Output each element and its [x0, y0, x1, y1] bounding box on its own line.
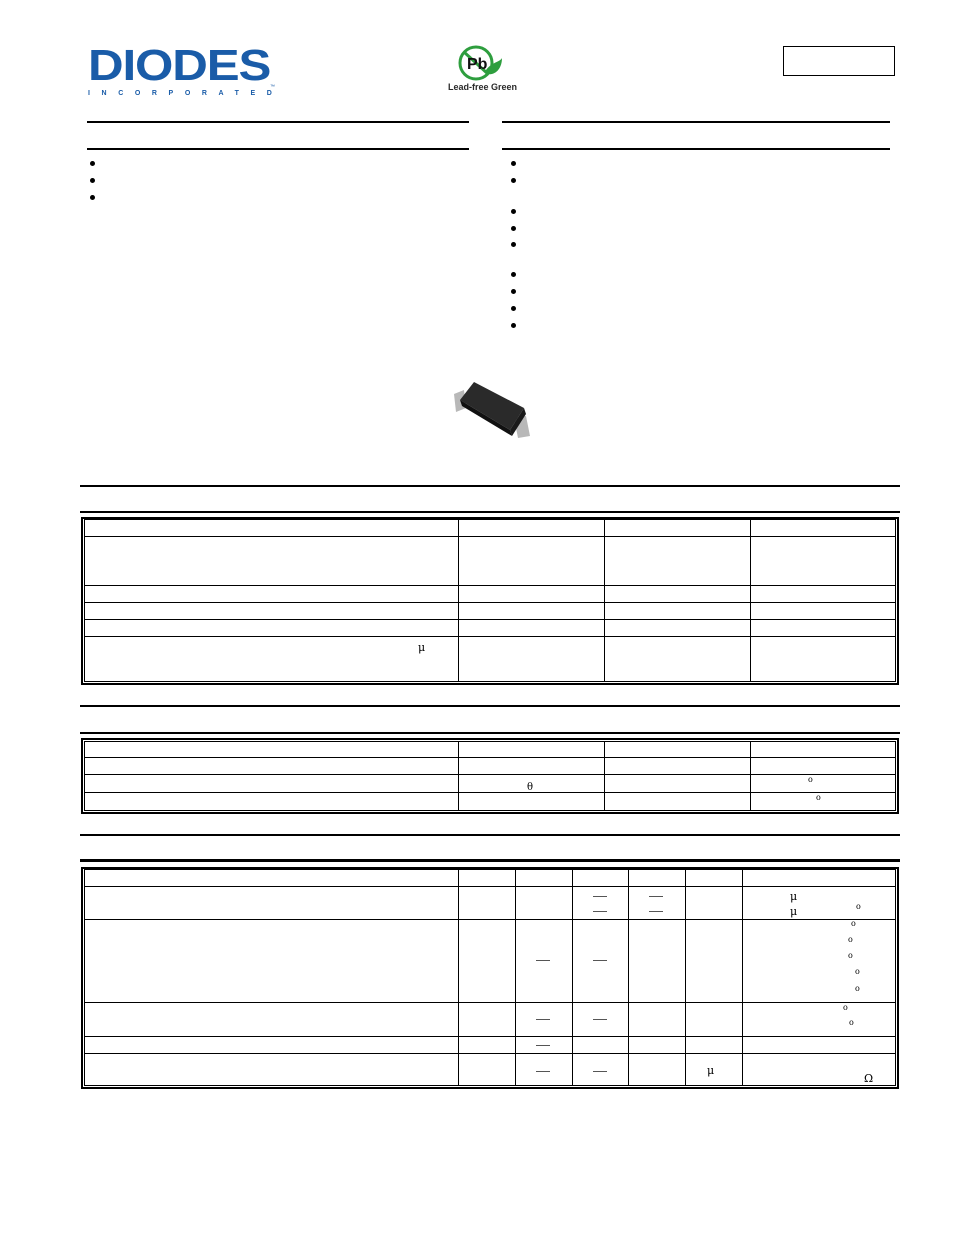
table-col-line [742, 869, 743, 1086]
mu-symbol: μ [790, 905, 798, 918]
mu-symbol: μ [790, 890, 798, 903]
electrical-bottom-rule [80, 859, 900, 862]
table-row-line [84, 636, 896, 637]
table-inner-bottom [84, 1085, 896, 1086]
table-col-line [750, 741, 751, 811]
features-bullet [90, 178, 95, 183]
table-col-line [572, 869, 573, 1086]
degree-symbol: o [855, 967, 860, 976]
mechanical-bullet [511, 272, 516, 277]
package-photo [446, 378, 536, 444]
degree-symbol: o [856, 902, 861, 911]
dash-mark [649, 911, 663, 912]
degree-symbol: o [808, 775, 813, 784]
thermal-bottom-rule [80, 732, 900, 734]
table-col-line [84, 519, 85, 682]
dash-mark [536, 1071, 550, 1072]
table-col-line [604, 519, 605, 682]
table-row-line [84, 1036, 896, 1037]
mechanical-bullet [511, 242, 516, 247]
dash-mark [649, 896, 663, 897]
mechanical-bullet [511, 323, 516, 328]
dash-mark [593, 1071, 607, 1072]
theta-symbol: θ [527, 782, 534, 793]
table-inner-top [84, 519, 896, 520]
table-col-line [895, 519, 896, 682]
table-col-line [628, 869, 629, 1086]
table-row-line [84, 619, 896, 620]
table-row-line [84, 585, 896, 586]
features-bottom-rule [87, 148, 469, 150]
table-inner-bottom [84, 810, 896, 811]
dash-mark [593, 1019, 607, 1020]
table-col-line [895, 869, 896, 1086]
max-ratings-table [81, 517, 899, 685]
dash-mark [536, 1045, 550, 1046]
table-inner-top [84, 869, 896, 870]
table-inner-bottom [84, 681, 896, 682]
mechanical-bullet [511, 226, 516, 231]
max-ratings-top-rule [80, 485, 900, 487]
table-col-line [515, 869, 516, 1086]
table-col-line [84, 869, 85, 1086]
degree-symbol: o [851, 919, 856, 928]
table-col-line [458, 741, 459, 811]
features-bullet [90, 195, 95, 200]
table-row-line [84, 886, 896, 887]
features-top-rule [87, 121, 469, 123]
table-inner-top [84, 741, 896, 742]
electrical-top-rule [80, 834, 900, 836]
table-col-line [84, 741, 85, 811]
dash-mark [593, 896, 607, 897]
table-row-line [84, 1053, 896, 1054]
company-logo-subtitle: INCORPORATED [88, 90, 284, 97]
table-col-line [685, 869, 686, 1086]
degree-symbol: o [849, 1018, 854, 1027]
dash-mark [536, 1019, 550, 1020]
mu-symbol: μ [418, 641, 426, 654]
mechanical-bullet [511, 306, 516, 311]
max-ratings-bottom-rule [80, 511, 900, 513]
table-col-line [895, 741, 896, 811]
dash-mark [593, 911, 607, 912]
thermal-table [81, 738, 899, 814]
table-row-line [84, 792, 896, 793]
table-row-line [84, 602, 896, 603]
mechanical-bullet [511, 161, 516, 166]
mu-symbol: μ [707, 1064, 715, 1077]
mechanical-bottom-rule [502, 148, 890, 150]
degree-symbol: o [848, 951, 853, 960]
thermal-top-rule [80, 705, 900, 707]
table-col-line [458, 869, 459, 1086]
lead-free-green-icon [456, 44, 506, 84]
table-col-line [750, 519, 751, 682]
omega-symbol: Ω [864, 1072, 874, 1085]
table-row-line [84, 1002, 896, 1003]
features-bullet [90, 161, 95, 166]
table-row-line [84, 919, 896, 920]
leadfree-badge-text: Pb [467, 56, 488, 73]
lead-free-label: Lead-free Green [448, 82, 518, 92]
dash-mark [593, 960, 607, 961]
table-col-line [604, 741, 605, 811]
table-row-line [84, 774, 896, 775]
mechanical-top-rule [502, 121, 890, 123]
degree-symbol: o [855, 984, 860, 993]
degree-symbol: o [816, 793, 821, 802]
trademark-mark: ™ [270, 84, 275, 90]
degree-symbol: o [843, 1003, 848, 1012]
table-col-line [458, 519, 459, 682]
table-row-line [84, 757, 896, 758]
part-number-box [783, 46, 895, 76]
mechanical-bullet [511, 178, 516, 183]
electrical-table [81, 867, 899, 1089]
degree-symbol: o [848, 935, 853, 944]
company-logo: DIODES [88, 41, 271, 90]
mechanical-bullet [511, 289, 516, 294]
dash-mark [536, 960, 550, 961]
table-row-line [84, 536, 896, 537]
mechanical-bullet [511, 209, 516, 214]
